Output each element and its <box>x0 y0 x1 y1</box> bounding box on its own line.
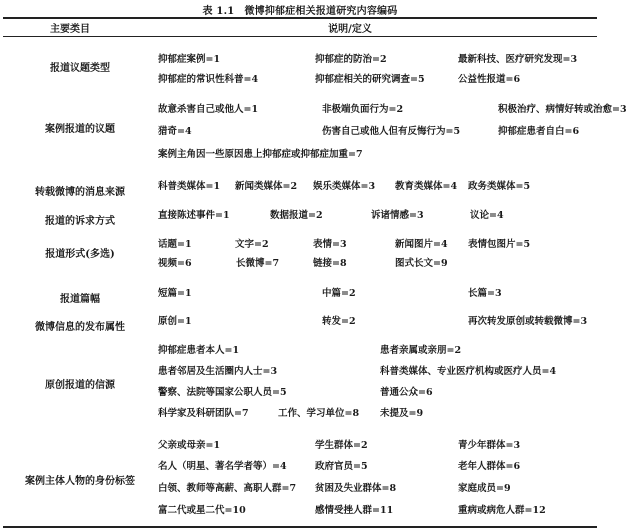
code-item: 抑郁症案例=1 <box>158 54 221 65</box>
definition-line <box>158 285 598 299</box>
row-category: 报道议题类型 <box>50 63 110 74</box>
header-category: 主要类目 <box>50 24 90 35</box>
definition-line <box>158 405 598 419</box>
row-category: 原创报道的信源 <box>45 380 115 391</box>
code-item: 患者邻居及生活圈内人士=3 <box>158 366 278 377</box>
header-definition: 说明/定义 <box>328 24 372 35</box>
header-rule <box>3 36 597 37</box>
code-item: 富二代或星二代=10 <box>158 505 246 516</box>
code-item: 原创=1 <box>158 316 192 327</box>
code-item: 科普类媒体=1 <box>158 181 221 192</box>
code-item: 老年人群体=6 <box>458 461 521 472</box>
code-item: 家庭成员=9 <box>458 483 511 494</box>
row-category: 案例报道的议题 <box>45 124 115 135</box>
code-item: 科学家及科研团队=7 <box>158 408 249 419</box>
code-item: 议论=4 <box>470 210 504 221</box>
code-item: 话题=1 <box>158 239 192 250</box>
definition-line <box>158 51 598 65</box>
code-item: 视频=6 <box>158 258 192 269</box>
code-item: 猎奇=4 <box>158 126 192 137</box>
row-category: 报道的诉求方式 <box>45 216 115 227</box>
table-caption <box>0 2 600 17</box>
row-category: 报道形式(多选) <box>45 249 115 260</box>
code-item: 案例主角因一些原因患上抑郁症或抑郁症加重=7 <box>158 149 363 160</box>
definition-line <box>158 313 598 327</box>
code-item: 政府官员=5 <box>315 461 368 472</box>
code-item: 抑郁症的常识性科普=4 <box>158 74 259 85</box>
table-number: 表 1.1 <box>202 6 235 17</box>
code-item: 表情=3 <box>313 239 347 250</box>
code-item: 科普类媒体、专业医疗机构或医疗人员=4 <box>380 366 557 377</box>
code-item: 未提及=9 <box>380 408 424 419</box>
code-item: 链接=8 <box>313 258 347 269</box>
row-category: 转载微博的消息来源 <box>35 187 125 198</box>
code-item: 政务类媒体=5 <box>468 181 531 192</box>
code-item: 表情包图片=5 <box>468 239 531 250</box>
code-item: 新闻类媒体=2 <box>235 181 298 192</box>
code-item: 中篇=2 <box>322 288 356 299</box>
definition-line <box>158 236 598 250</box>
definition-line <box>158 458 598 472</box>
code-item: 图式长文=9 <box>395 258 448 269</box>
definition-line <box>158 480 598 494</box>
code-item: 父亲或母亲=1 <box>158 440 221 451</box>
code-item: 抑郁症患者自白=6 <box>498 126 580 137</box>
code-item: 抑郁症相关的研究调查=5 <box>315 74 425 85</box>
code-item: 娱乐类媒体=3 <box>313 181 376 192</box>
definition-line <box>158 71 598 85</box>
code-item: 转发=2 <box>322 316 356 327</box>
code-item: 抑郁症患者本人=1 <box>158 345 240 356</box>
definition-line <box>158 342 598 356</box>
definition-line <box>158 178 598 192</box>
code-item: 工作、学习单位=8 <box>278 408 360 419</box>
definition-line <box>158 146 598 160</box>
definition-line <box>158 502 598 516</box>
code-item: 短篇=1 <box>158 288 192 299</box>
code-item: 教育类媒体=4 <box>395 181 458 192</box>
code-item: 文字=2 <box>235 239 269 250</box>
row-category: 报道篇幅 <box>60 294 100 305</box>
code-item: 公益性报道=6 <box>458 74 521 85</box>
code-item: 患者亲属或亲朋=2 <box>380 345 462 356</box>
code-item: 诉诸情感=3 <box>371 210 424 221</box>
code-item: 贫困及失业群体=8 <box>315 483 397 494</box>
code-item: 故意杀害自己或他人=1 <box>158 104 259 115</box>
definition-line <box>158 437 598 451</box>
code-item: 数据报道=2 <box>270 210 323 221</box>
bottom-rule <box>3 526 597 528</box>
code-item: 青少年群体=3 <box>458 440 521 451</box>
code-item: 长篇=3 <box>468 288 502 299</box>
code-item: 伤害自己或他人但有反悔行为=5 <box>322 126 461 137</box>
table-title: 微博抑郁症相关报道研究内容编码 <box>244 6 398 17</box>
code-item: 非极端负面行为=2 <box>322 104 404 115</box>
definition-line <box>158 207 598 221</box>
code-item: 积极治疗、病情好转或治愈=3 <box>498 104 627 115</box>
code-item: 名人（明星、著名学者等）=4 <box>158 461 287 472</box>
code-item: 直接陈述事件=1 <box>158 210 230 221</box>
code-item: 重病或病危人群=12 <box>458 505 546 516</box>
code-item: 普通公众=6 <box>380 387 433 398</box>
code-item: 长微博=7 <box>236 258 280 269</box>
code-item: 感情受挫人群=11 <box>315 505 394 516</box>
code-item: 抑郁症的防治=2 <box>315 54 387 65</box>
code-item: 最新科技、医疗研究发现=3 <box>458 54 578 65</box>
code-item: 白领、教师等高薪、高职人群=7 <box>158 483 297 494</box>
code-item: 新闻图片=4 <box>395 239 448 250</box>
row-category: 案例主体人物的身份标签 <box>25 476 135 487</box>
definition-line <box>158 384 598 398</box>
definition-line <box>158 101 627 115</box>
code-item: 学生群体=2 <box>315 440 368 451</box>
definition-line <box>158 255 598 269</box>
code-item: 再次转发原创或转载微博=3 <box>468 316 588 327</box>
code-item: 警察、法院等国家公职人员=5 <box>158 387 287 398</box>
definition-line <box>158 123 598 137</box>
row-category: 微博信息的发布属性 <box>35 322 125 333</box>
definition-line <box>158 363 598 377</box>
top-rule <box>3 17 597 19</box>
